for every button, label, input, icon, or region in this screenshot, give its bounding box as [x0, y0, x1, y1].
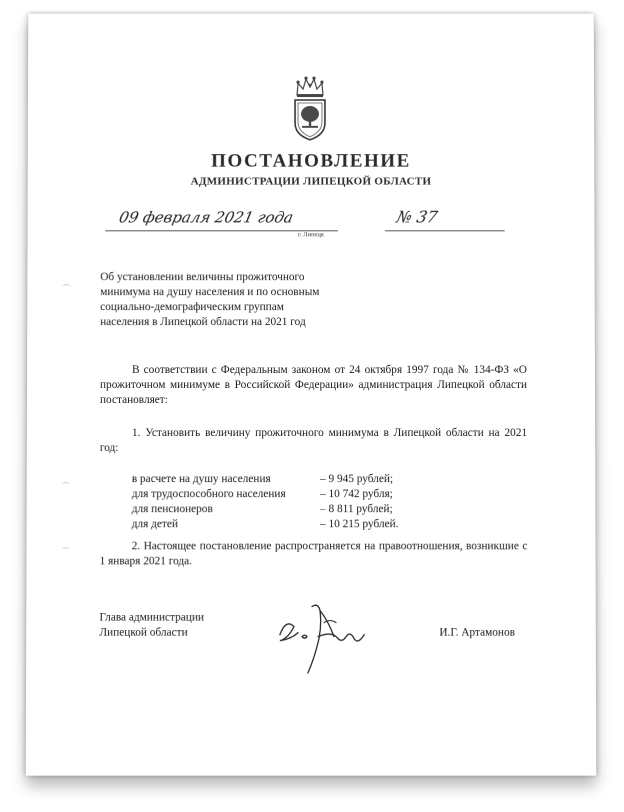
coat-of-arms-icon: [289, 73, 331, 143]
punch-hole-mark: [62, 482, 70, 487]
number-underline: [385, 230, 505, 231]
punch-hole-mark: [62, 284, 70, 289]
rate-value: – 9 945 рублей;: [320, 473, 394, 486]
position-line: Глава администрации: [99, 611, 205, 624]
subject-line: минимума на душу населения и по основным: [100, 286, 320, 299]
preamble-paragraph: В соответствии с Федеральным законом от 24 октября 1997 года № 134-ФЗ «О прожиточном минимуме в Российской Федерации» администрация Липецкой области постановляет:: [99, 364, 527, 407]
subject-block: [100, 270, 400, 330]
rate-value: – 10 742 рубля;: [320, 488, 393, 501]
subject-line: населения в Липецкой области на 2021 год: [100, 316, 306, 329]
rate-row: [132, 487, 462, 502]
rate-label: для пенсионеров: [131, 503, 213, 516]
handwritten-number: № 37: [394, 207, 440, 227]
subject-line: Об установлении величины прожиточного: [100, 271, 305, 284]
handwritten-date: 09 февраля 2021 года: [117, 208, 295, 227]
rate-label: в расчете на душу населения: [131, 473, 271, 486]
document-page: [26, 14, 597, 776]
subject-line: социально-демографическим группам: [100, 301, 284, 314]
rate-row: [132, 502, 462, 517]
rate-label: для детей: [131, 518, 178, 531]
signatory-position: [99, 611, 204, 641]
rate-row: [132, 472, 462, 487]
clause-1-paragraph: 1. Установить величину прожиточного минимума в Липецкой области на 2021 год:: [99, 427, 528, 455]
city-label: г. Липецк: [298, 231, 325, 239]
document-title: ПОСТАНОВЛЕНИЕ: [211, 150, 411, 172]
rate-row: [132, 517, 463, 532]
signatory-name: И.Г. Артамонов: [439, 626, 516, 639]
handwritten-signature: [272, 592, 382, 683]
rate-value: – 8 811 рублей;: [320, 503, 393, 516]
punch-hole-mark: [62, 547, 70, 552]
position-line: Липецкой области: [99, 626, 188, 639]
rates-list: [132, 472, 463, 532]
rate-label: для трудоспособного населения: [131, 488, 286, 501]
clause-2-paragraph: 2. Настоящее постановление распространяется на правоотношения, возникшие с 1 января 2021 года.: [99, 540, 528, 568]
document-subtitle: АДМИНИСТРАЦИИ ЛИПЕЦКОЙ ОБЛАСТИ: [190, 175, 432, 188]
rate-value: – 10 215 рублей.: [320, 518, 399, 531]
